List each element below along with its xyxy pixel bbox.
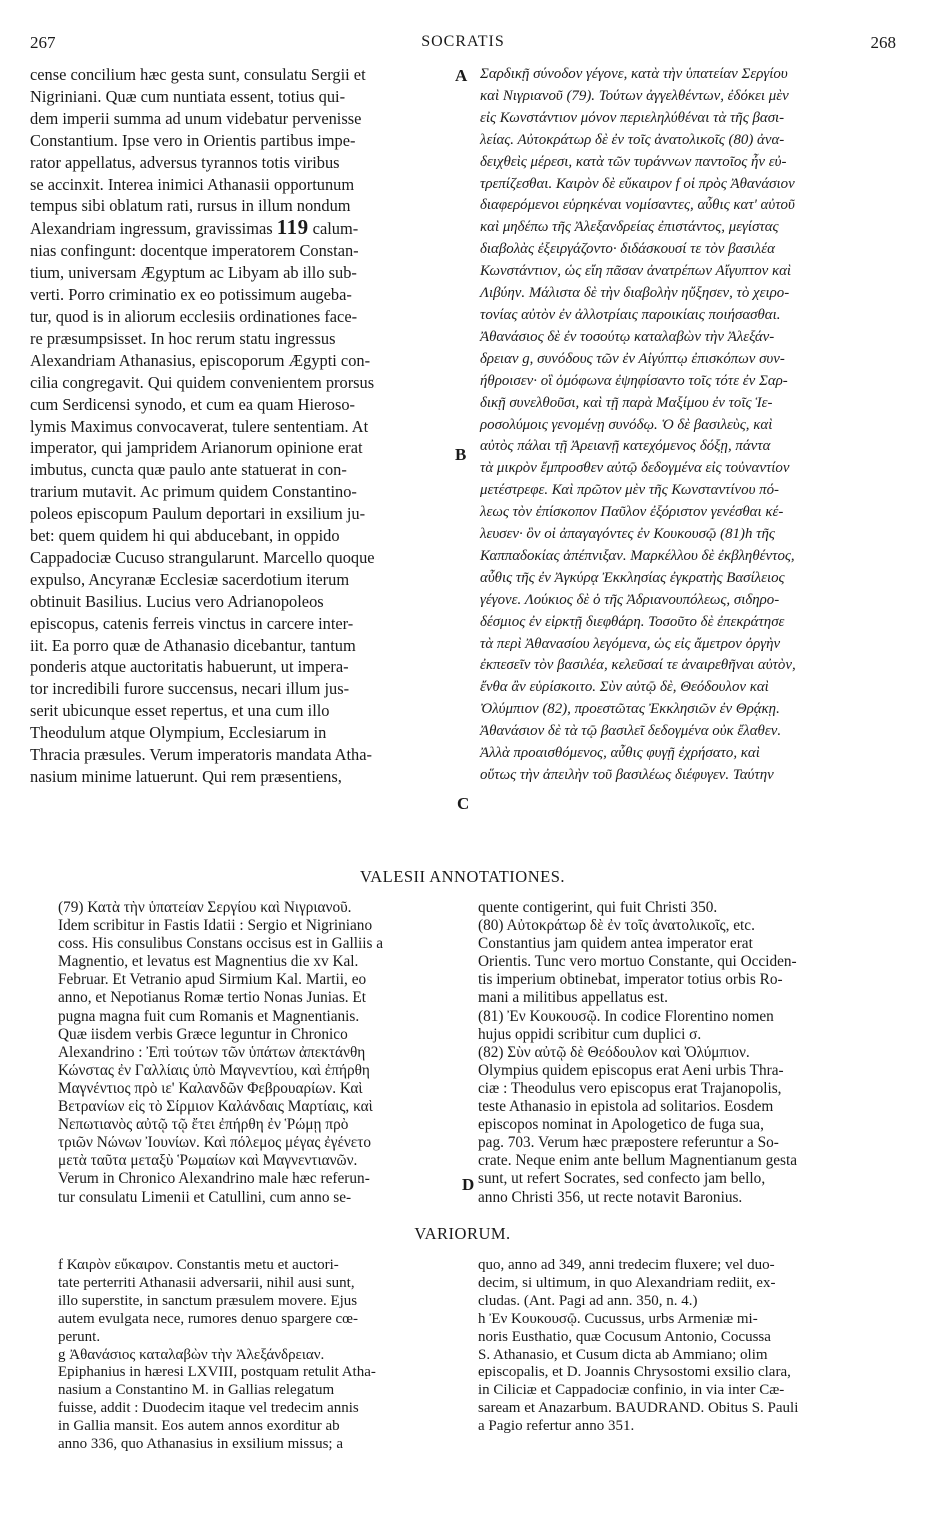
note-line: Idem scribitur in Fastis Idatii : Sergio et Nigriniano <box>58 917 373 935</box>
latin-line: Constantium. Ipse vero in Orientis partibus impe- <box>30 130 356 150</box>
greek-line: διαβολὰς ἐξειργάζοντο· διδάσκουσί τε τὸν βασιλέα <box>480 241 775 258</box>
margin-marker-a: A <box>455 66 468 85</box>
latin-line: Thracia præsules. Verum imperatoris mandata Atha- <box>30 745 372 765</box>
note-line: Βετρανίων εἰς τὸ Σίρμιον Καλάνδαις Μαρτίαις, καὶ <box>58 1098 373 1116</box>
greek-line: λευσεν· ὃν οἱ ἀπαγαγόντες ἐν Κουκουσῷ (81)h τῆς <box>480 526 775 543</box>
note-line: Magnentio, et levatus est Magnentius die xv Kal. <box>58 953 359 971</box>
margin-marker-c: C <box>457 794 470 813</box>
text-fragment: calum- <box>308 219 359 239</box>
note-line: pag. 703. Verum hæc præpostere referuntur a So- <box>478 1134 779 1152</box>
latin-line: Alexandriam Athanasius, episcoporum Ægypti con- <box>30 350 371 370</box>
greek-line: τὰ περὶ Ἀθανασίου λεγόμενα, ὡς εἰς ἄμετρον ὀργὴν <box>480 635 781 652</box>
latin-line: tium, universam Ægyptum ac Libyam ab illo sub- <box>30 263 357 283</box>
note-line: Olympius quidem episcopus erat Aeni urbis Thra- <box>478 1061 784 1079</box>
greek-line: αὐτὸς πάλαι τῇ Ἀρειανῇ κατεχόμενος δόξῃ, πάντα <box>480 438 771 455</box>
page-number-right: 268 <box>870 33 896 52</box>
text-fragment: Alexandriam ingressum, gravissimas <box>30 219 277 239</box>
note-line: fuisse, addit : Duodecim itaque vel tredecim annis <box>58 1400 359 1417</box>
latin-line: iit. Ea porro quæ de Athanasio dicebantur, tantum <box>30 635 356 655</box>
latin-line: Cappadociæ Cucuso strangularunt. Marcello quoque <box>30 547 375 567</box>
note-line: tur consulatu Limenii et Catullini, cum anno se- <box>58 1188 352 1206</box>
latin-line: bet: quem quidem hi qui abducebant, in oppido <box>30 526 340 546</box>
greek-line: Κωνστάντιον, ὡς εἴη πᾶσαν ἀνατρέπων Αἴγυπτον καὶ <box>480 263 792 280</box>
note-line: tate perterriti Athanasii adversarii, nihil ausi sunt, <box>58 1274 355 1291</box>
note-line: in Ciliciæ et Cappadociæ confinio, in via inter Cæ- <box>478 1382 785 1399</box>
greek-line: Λιβύην. Μάλιστα δὲ τὴν διαβολὴν ηὔξησεν, τὸ χειρο- <box>480 285 790 302</box>
greek-line: Ἀλλὰ προαισθόμενος, αὖθις φυγῇ ἐχρήσατο, καὶ <box>480 745 760 762</box>
note-line: (79) Κατὰ τὴν ὑπατείαν Σεργίου καὶ Νιγριανοῦ. <box>58 899 352 916</box>
greek-line: δειχθεὶς μέρεσι, κατὰ τῶν τυράννων παντοῖος ἦν εὐ- <box>480 153 787 170</box>
latin-line: ponderis atque auctoritatis habuerunt, ut impera- <box>30 657 349 677</box>
note-line: Νεπωτιανὸς αὐτῷ τῷ ἔτει ἐπήρθη ἐν Ῥώμῃ πρὸ <box>58 1116 349 1134</box>
latin-line: imperator, qui jampridem Arianorum opinione erat <box>30 438 363 458</box>
note-line: autem evulgata nece, rumores denuo spargere cœ- <box>58 1310 359 1327</box>
greek-line: Ἀθανάσιος δὲ ἐν τοσούτῳ καταλαβὼν τὴν Ἀλεξάν- <box>480 328 775 345</box>
greek-line: Καππαδοκίας ἀπέπνιξαν. Μαρκέλλου δὲ ἐκβληθέντος, <box>480 547 795 564</box>
latin-line: rator appellatus, adversus tyrannos totis viribus <box>30 152 340 172</box>
page-number-left: 267 <box>30 33 56 52</box>
greek-line: διαφερόμενοι εὑρηκέναι νομίσαντες, αὖθις κατ' αὐτοῦ <box>480 197 795 214</box>
note-line: illo superstite, in sanctum præsulem movere. Ejus <box>58 1292 358 1309</box>
valesii-annotations-heading: VALESII ANNOTATIONES. <box>359 867 566 886</box>
note-line: coss. His consulibus Constans occisus est in Galliis a <box>58 935 384 953</box>
note-line: (82) Σὺν αὐτῷ δὲ Θεόδουλον καὶ Ὀλύμπιον. <box>478 1043 750 1061</box>
latin-line: tempus sibi oblatum rati, rursus in illum nondum <box>30 196 351 216</box>
variorum-heading: VARIORUM. <box>414 1224 511 1243</box>
greek-line: ἔνθα ἂν εὑρίσκοιτο. Σὺν αὐτῷ δὲ, Θεόδουλον καὶ <box>480 679 769 696</box>
greek-line: τονίας αὐτὸν ἐν ἀλλοτρίαις παροικίαις ποιήσασθαι. <box>480 306 781 323</box>
greek-line: γέγονε. Λούκιος δὲ ὁ τῆς Ἀδριανουπόλεως, σιδηρο- <box>480 591 780 608</box>
latin-line: trarium mutavit. Ac primum quidem Constantino- <box>30 482 357 502</box>
latin-line: nias confingunt: docentque imperatorem Constan- <box>30 241 359 261</box>
note-line: noris Eusthatio, quæ Cocusum Antonio, Cocussa <box>478 1328 771 1345</box>
greek-line: Ἀθανάσιον δὲ τὰ τῷ βασιλεῖ δεδογμένα οὐκ ἔλαθεν. <box>480 723 782 740</box>
note-line: sunt, ut refert Socrates, sed confecto jam bello, <box>478 1170 766 1188</box>
variorum-notes-left-column <box>58 1257 456 1454</box>
note-line: quo, anno ad 349, anni tredecim fluxere; vel duo- <box>478 1257 775 1273</box>
marginal-page-number: 119 <box>276 215 309 240</box>
note-line: Μαγνέντιος πρὸ ιε' Καλανδῶν Φεβρουαρίων. Καὶ <box>58 1079 363 1097</box>
latin-line: cilia congregavit. Qui quidem convenientem prorsus <box>30 372 375 392</box>
greek-line: τὰ μικρὸν ἔμπροσθεν αὐτῷ δεδογμένα εἰς τοὐναντίον <box>480 460 790 477</box>
greek-line: λεως τὸν ἐπίσκοπον Παῦλον ἐξόριστον γενέσθαι κέ- <box>480 504 784 521</box>
greek-line: καὶ Νιγριανοῦ (79). Τούτων ἀγγελθέντων, ἐδόκει μὲν <box>480 87 789 104</box>
note-line: a Pagio refertur anno 351. <box>478 1418 635 1435</box>
note-line: Quæ iisdem verbis Græce leguntur in Chronico <box>58 1025 348 1043</box>
latin-line: re præsumpsisset. In hoc rerum statu ingressus <box>30 328 336 348</box>
note-line: h Ἐν Κουκουσῷ. Cucussus, urbs Armeniæ mi- <box>478 1310 758 1327</box>
latin-line: nasium minime latuerunt. Qui rem præsentiens, <box>30 767 342 786</box>
latin-line: Nigriniani. Quæ cum nuntiata essent, totius qui- <box>30 86 346 106</box>
note-line: Orientis. Tunc vero mortuo Constante, qui Occiden- <box>478 953 797 971</box>
note-line: (80) Αὐτοκράτωρ δὲ ἐν τοῖς ἀνατολικοῖς, etc. <box>478 917 755 935</box>
running-title: SOCRATIS <box>421 33 505 50</box>
note-line: f Καιρὸν εὔκαιρον. Constantis metu et auctori- <box>58 1257 339 1273</box>
note-line: anno, et Nepotianus Romæ tertio Nonas Junias. Et <box>58 989 367 1007</box>
latin-line: expulso, Ancyranæ Ecclesiæ sacerdotium iterum <box>30 569 350 589</box>
greek-line: λείας. Αὐτοκράτωρ δὲ ἐν τοῖς ἀνατολικοῖς (80) ἀνα- <box>480 131 785 148</box>
greek-line: ἐκπεσεῖν τὸν βασιλέα, κελεῦσαί τε ἀναιρεθῆναι αὐτὸν, <box>480 657 796 674</box>
note-line: crate. Neque enim ante bellum Magnentianum gesta <box>478 1152 797 1170</box>
latin-line: cum Serdicensi synodo, et cum ea quam Hieroso- <box>30 394 355 414</box>
latin-line <box>30 217 456 240</box>
latin-line: tur, quod is in aliorum ecclesiis ordinationes face- <box>30 306 358 326</box>
note-line: μετὰ ταῦτα μεταξὺ Ῥωμαίων καὶ Μαγνεντιανῶν. <box>58 1152 358 1170</box>
greek-line: δρειαν g, συνόδους τῶν ἐν Αἰγύπτῳ ἐπισκόπων συν- <box>480 350 785 367</box>
margin-marker-b: B <box>455 445 467 464</box>
note-line: Februar. Et Vetranio apud Sirmium Kal. Martii, eo <box>58 971 367 989</box>
greek-line: ήθροισεν· οἳ ὁμόφωνα ἐψηφίσαντο τοῖς τότε ἐν Σαρ- <box>480 372 788 389</box>
latin-line: episcopus, catenis ferreis vinctus in carcere inter- <box>30 613 354 633</box>
margin-marker-d: D <box>462 1175 475 1194</box>
note-line: hujus oppidi scribitur cum duplici σ. <box>478 1025 702 1043</box>
note-line: episcopalis, et D. Joannis Chrysostomi exsilio clara, <box>478 1364 791 1381</box>
note-line: Constantius jam quidem antea imperator erat <box>478 935 753 953</box>
greek-line: μετέστρεφε. Καὶ πρῶτον μὲν τῆς Κωνσταντίνου πό- <box>480 482 780 499</box>
note-line: saream et Anazarbum. BAUDRAND. Obitus S. Pauli <box>478 1400 799 1417</box>
page-header <box>30 33 896 57</box>
latin-line: imbutus, cuncta quæ paulo ante statuerat in con- <box>30 460 347 480</box>
note-line: mani a militibus appellatus est. <box>478 989 668 1007</box>
latin-text-column <box>30 64 456 788</box>
note-line: g Ἀθανάσιος καταλαβὼν τὴν Ἀλεξάνδρειαν. <box>58 1346 325 1363</box>
note-line: Epiphanius in hæresi LXVIII, postquam retulit Atha- <box>58 1364 376 1381</box>
greek-text-column <box>480 64 898 787</box>
note-line: anno Christi 356, ut recte notavit Baronius. <box>478 1188 743 1206</box>
note-line: teste Athanasio in epistola ad solitarios. Eosdem <box>478 1098 774 1116</box>
note-line: in Gallia mansit. Eos autem annos exorditur ab <box>58 1418 340 1435</box>
greek-line: Σαρδικῇ σύνοδον γέγονε, κατὰ τὴν ὑπατείαν Σεργίου <box>480 66 788 82</box>
greek-line: Ὀλύμπιον (82), προεστῶτας Ἐκκλησιῶν ἐν Θρᾴκῃ. <box>480 701 780 718</box>
greek-line: αὖθις τῆς ἐν Ἀγκύρᾳ Ἐκκλησίας ἐγκρατὴς Βασίλειος <box>480 569 785 586</box>
latin-line: lymis Maximus convocaverat, tulere sententiam. At <box>30 416 369 436</box>
valesii-notes-right-column <box>478 899 896 1207</box>
variorum-notes-right-column <box>478 1257 896 1436</box>
note-line: ciæ : Theodulus vero episcopus erat Trajanopolis, <box>478 1079 782 1097</box>
note-line: pugna magna fuit cum Romanis et Magnentianis. <box>58 1007 360 1025</box>
latin-line: dem imperii summa ad unum videbatur pervenisse <box>30 108 362 128</box>
greek-line: τρεπίζεσθαι. Καιρὸν δὲ εὔκαιρον f οἱ πρὸς Ἀθανάσιον <box>480 175 795 192</box>
note-line: nasium a Constantino M. in Gallias relegatum <box>58 1382 335 1399</box>
note-line: Κώνστας ἐν Γαλλίαις ὑπὸ Μαγνεντίου, καὶ ἐπήρθη <box>58 1061 370 1079</box>
greek-line: δέσμιος ἐν εἱρκτῇ διεφθάρη. Τοσοῦτο δὲ ἐπεκράτησε <box>480 613 785 630</box>
note-line: decim, si ultimum, in quo Alexandriam rediit, ex- <box>478 1274 776 1291</box>
note-line: Alexandrino : Ἐπὶ τούτων τῶν ὑπάτων ἀπεκτάνθη <box>58 1043 366 1061</box>
note-line: anno 336, quo Athanasius in exsilium missus; a <box>58 1436 343 1453</box>
note-line: Verum in Chronico Alexandrino male hæc referun- <box>58 1170 370 1188</box>
note-line: perunt. <box>58 1328 101 1345</box>
note-line: τριῶν Νώνων Ἰουνίων. Καὶ πόλεμος μέγας ἐγένετο <box>58 1134 372 1152</box>
latin-line: verti. Porro criminatio ex eo potissimum augeba- <box>30 285 352 305</box>
note-line: quente contigerint, qui fuit Christi 350. <box>478 899 718 916</box>
greek-line: δικῇ συνελθοῦσι, καὶ τῇ παρὰ Μαξίμου ἐν τοῖς Ἱε- <box>480 394 773 411</box>
greek-line: οὕτως τὴν ἀπειλὴν τοῦ βασιλέως διέφυγεν. Ταύτην <box>480 767 774 783</box>
note-line: S. Athanasio, et Cusum dicta ab Ammiano; olim <box>478 1346 768 1363</box>
note-line: episcopos nominat in Apologetico de fuga sua, <box>478 1116 764 1134</box>
note-line: (81) Ἐν Κουκουσῷ. In codice Florentino nomen <box>478 1007 774 1025</box>
greek-line: ροσολύμοις γενομένῃ συνόδῳ. Ὁ δὲ βασιλεὺς, καὶ <box>480 416 773 433</box>
note-line: cludas. (Ant. Pagi ad ann. 350, n. 4.) <box>478 1292 698 1309</box>
latin-line: Theodulum atque Olympium, Ecclesiarum in <box>30 723 327 743</box>
latin-line: tor incredibili furore succensus, necari illum jus- <box>30 679 350 699</box>
latin-line: serit ubicunque esset repertus, et una cum illo <box>30 701 330 721</box>
note-line: tis imperium obtinebat, imperator totius orbis Ro- <box>478 971 783 989</box>
latin-line: obtinuit Basilius. Lucius vero Adrianopoleos <box>30 591 324 611</box>
greek-line: καὶ μηδέπω τῆς Ἀλεξανδρείας ἐπιστάντος, μεγίστας <box>480 219 779 236</box>
latin-line: se accinxit. Interea inimici Athanasii opportunum <box>30 174 355 194</box>
latin-line: poleos episcopum Paulum deportari in exsilium ju- <box>30 504 366 524</box>
latin-line: cense concilium hæc gesta sunt, consulatu Sergii et <box>30 65 366 84</box>
valesii-notes-left-column <box>58 899 456 1207</box>
greek-line: εἰς Κωνστάντιον μόνον περιεληλύθέναι τὰ τῆς βασι- <box>480 109 785 126</box>
